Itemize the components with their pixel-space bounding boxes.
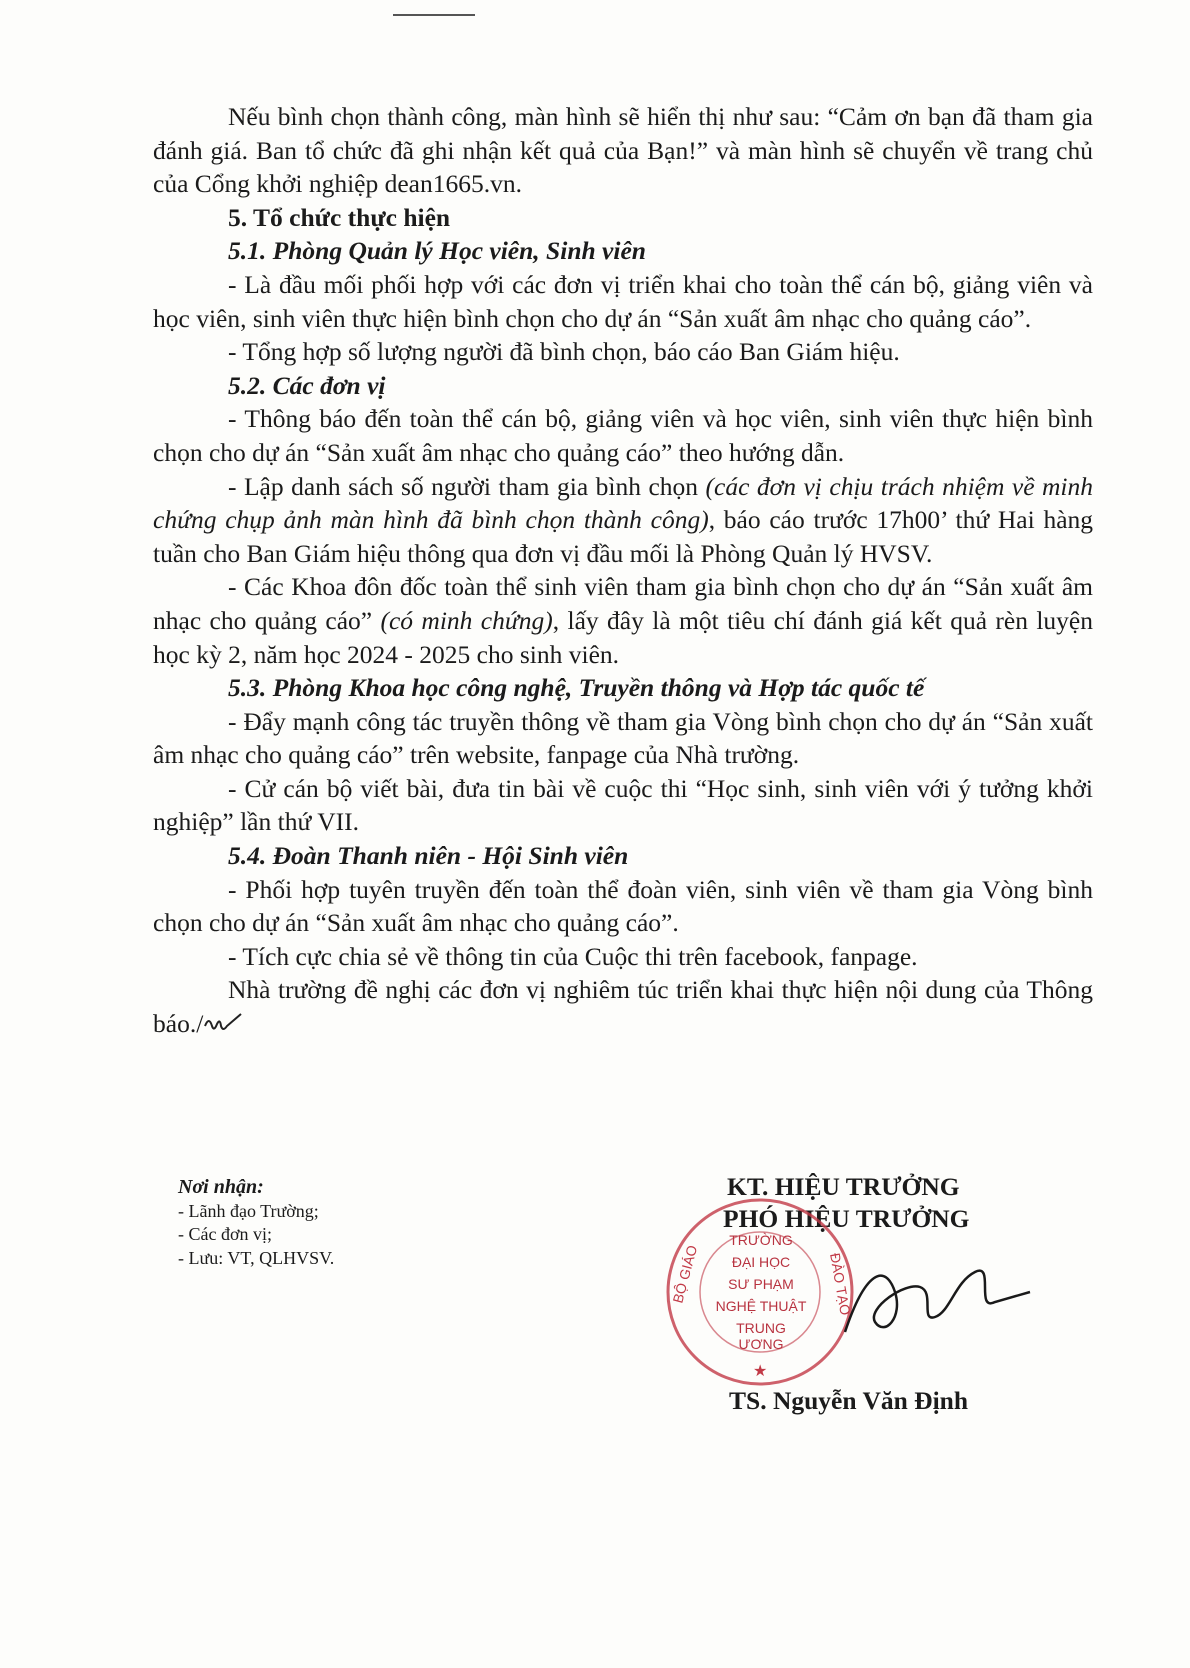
section-5-2-item-2 bbox=[153, 470, 1093, 571]
section-5-heading: 5. Tổ chức thực hiện bbox=[228, 202, 451, 232]
section-5-2-heading: 5.2. Các đơn vị bbox=[228, 370, 386, 400]
section-5-1-item-2: - Tổng hợp số lượng người đã bình chọn, báo cáo Ban Giám hiệu. bbox=[228, 337, 900, 367]
section-5-2-item-1: - Thông báo đến toàn thể cán bộ, giảng viên và học viên, sinh viên thực hiện bình chọn cho dự án “Sản xuất âm nhạc cho quảng cáo” theo hướng dẫn. bbox=[153, 404, 1093, 467]
recipients-block bbox=[178, 1176, 334, 1270]
section-5-4-item-2: - Tích cực chia sẻ về thông tin của Cuộc thi trên facebook, fanpage. bbox=[228, 941, 918, 971]
handwritten-signature-icon bbox=[825, 1242, 1035, 1352]
top-rule bbox=[393, 14, 475, 16]
seal-line: NGHỆ THUẬT bbox=[715, 1298, 807, 1314]
document-body bbox=[153, 100, 1093, 1041]
section-5-1-item-1: - Là đầu mối phối hợp với các đơn vị triển khai cho toàn thể cán bộ, giảng viên và học viên, sinh viên thực hiện bình chọn cho dự án “Sản xuất âm nhạc cho quảng cáo”. bbox=[153, 269, 1093, 333]
text-segment: - Các Khoa đôn đốc toàn thể sinh viên tham gia bình chọn cho dự án “Sản xuất âm nhạc cho quảng cáo” bbox=[153, 572, 1093, 635]
section-5-3-item-1: - Đẩy mạnh công tác truyền thông về tham gia Vòng bình chọn cho dự án “Sản xuất âm nhạc cho quảng cáo” trên website, fanpage của Nhà trường. bbox=[153, 706, 1093, 770]
italic-note: (các đơn vị chịu trách nhiệm về minh chứng chụp ảnh màn hình đã bình chọn thành công) bbox=[153, 471, 1094, 535]
section-5-1-heading: 5.1. Phòng Quản lý Học viên, Sinh viên bbox=[228, 236, 646, 266]
recipient-item: - Các đơn vị; bbox=[178, 1224, 272, 1244]
section-5-2-item-3 bbox=[153, 570, 1093, 671]
section-5-3-heading: 5.3. Phòng Khoa học công nghệ, Truyền thông và Hợp tác quốc tế bbox=[228, 673, 925, 703]
italic-note: (có minh chứng) bbox=[380, 605, 553, 635]
initials-mark-icon bbox=[203, 1012, 243, 1034]
signer-role-1: KT. HIỆU TRƯỞNG bbox=[727, 1172, 960, 1201]
signer-role-2: PHÓ HIỆU TRƯỞNG bbox=[723, 1204, 970, 1233]
seal-line: SƯ PHẠM bbox=[728, 1276, 794, 1292]
paragraph-success-message: Nếu bình chọn thành công, màn hình sẽ hiển thị như sau: “Cảm ơn bạn đã tham gia đánh giá. Ban tổ chức đã ghi nhận kết quả của Bạn!” và màn hình sẽ chuyển về trang chủ của Cổng khởi nghiệp dean1665.vn. bbox=[153, 102, 1093, 199]
section-5-4-item-1: - Phối hợp tuyên truyền đến toàn thể đoàn viên, sinh viên về tham gia Vòng bình chọn cho dự án “Sản xuất âm nhạc cho quảng cáo”. bbox=[153, 874, 1093, 938]
recipients-title: Nơi nhận: bbox=[178, 1176, 264, 1198]
seal-ring-right-text: ĐÀO TẠO bbox=[827, 1251, 854, 1317]
text-segment: - Lập danh sách số người tham gia bình chọn bbox=[228, 471, 706, 501]
closing-text: Nhà trường đề nghị các đơn vị nghiêm túc triển khai thực hiện nội dung của Thông báo./ bbox=[153, 975, 1093, 1039]
seal-star-icon: ★ bbox=[753, 1363, 768, 1380]
seal-line: ĐẠI HỌC bbox=[731, 1254, 791, 1270]
section-5-4-heading: 5.4. Đoàn Thanh niên - Hội Sinh viên bbox=[228, 841, 629, 871]
text-segment: , báo cáo trước 17h00’ thứ Hai hàng tuần cho Ban Giám hiệu thông qua đơn vị đầu mối là Phòng Quản lý HVSV. bbox=[153, 505, 1094, 568]
seal-line: TRƯỜNG bbox=[729, 1232, 793, 1248]
recipient-item: - Lưu: VT, QLHVSV. bbox=[178, 1247, 335, 1268]
closing-paragraph bbox=[153, 973, 1093, 1040]
recipient-item: - Lãnh đạo Trường; bbox=[178, 1200, 319, 1221]
seal-line: TRUNG ƯƠNG bbox=[736, 1320, 786, 1352]
signer-name: TS. Nguyễn Văn Định bbox=[729, 1386, 969, 1415]
seal-ring-left-text: BỘ GIÁO bbox=[669, 1243, 701, 1305]
section-5-3-item-2: - Cử cán bộ viết bài, đưa tin bài về cuộc thi “Học sinh, sinh viên với ý tưởng khởi nghiệp” lần thứ VII. bbox=[153, 773, 1093, 837]
text-segment: , lấy đây là một tiêu chí đánh giá kết quả rèn luyện học kỳ 2, năm học 2024 - 2025 cho sinh viên. bbox=[153, 605, 1093, 669]
